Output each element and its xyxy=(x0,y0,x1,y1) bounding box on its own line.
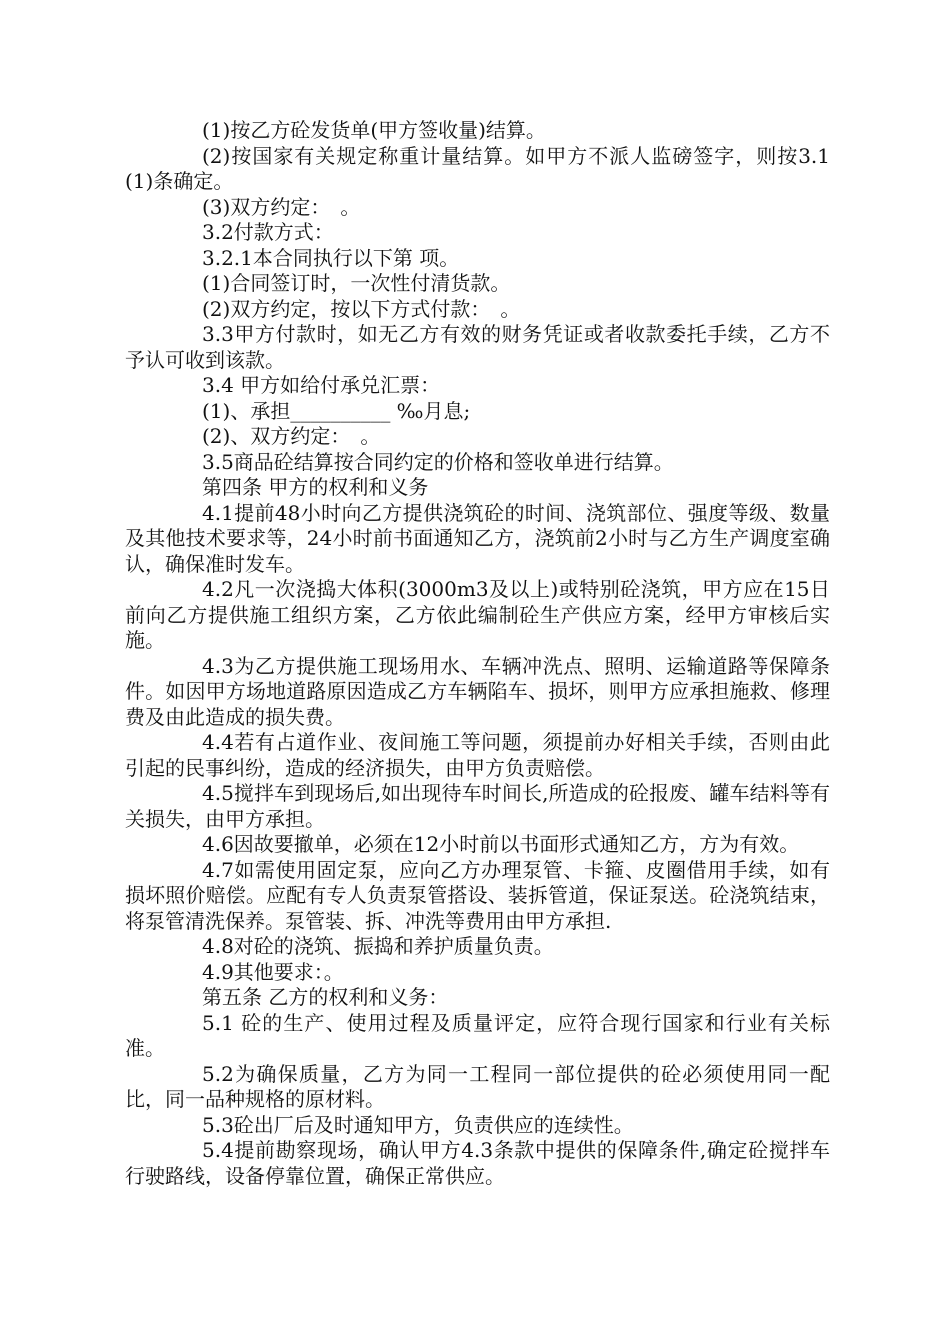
paragraph: (2)、双方约定： 。 xyxy=(202,424,381,448)
paragraph: (1)按乙方砼发货单(甲方签收量)结算。 xyxy=(202,118,546,142)
paragraph: 4.9其他要求：。 xyxy=(202,959,344,984)
paragraph: (3)双方约定： 。 xyxy=(202,194,361,219)
paragraph: (2)双方约定，按以下方式付款： 。 xyxy=(202,296,521,321)
section-heading: 第五条 乙方的权利和义务： xyxy=(202,985,449,1009)
paragraph: (2)按国家有关规定称重计量结算。如甲方不派人监磅签字，则按3.1(1)条确定。 xyxy=(125,143,830,193)
paragraph: 4.5搅拌车到现场后,如出现待车时间长,所造成的砼报废、罐车结料等有关损失，由甲方承担。 xyxy=(125,781,830,831)
paragraph: 4.7如需使用固定泵，应向乙方办理泵管、卡箍、皮圈借用手续，如有损坏照价赔偿。应配有专人负责泵管搭设、装拆管道，保证泵送。砼浇筑结束，将泵管清洗保养。泵管装、拆、冲洗等费用由甲方承担. xyxy=(125,857,830,933)
paragraph: 4.3为乙方提供施工现场用水、车辆冲洗点、照明、运输道路等保障条件。如因甲方场地道路原因造成乙方车辆陷车、损坏，则甲方应承担施救、修理费及由此造成的损失费。 xyxy=(125,653,830,729)
paragraph: 3.5商品砼结算按合同约定的价格和签收单进行结算。 xyxy=(202,449,674,474)
paragraph: 4.4若有占道作业、夜间施工等问题，须提前办好相关手续，否则由此引起的民事纠纷，造成的经济损失，由甲方负责赔偿。 xyxy=(125,730,830,780)
paragraph: 3.4 甲方如给付承兑汇票： xyxy=(202,373,441,397)
section-heading: 第四条 甲方的权利和义务 xyxy=(202,475,429,499)
paragraph: 5.3砼出厂后及时通知甲方，负责供应的连续性。 xyxy=(202,1112,634,1137)
paragraph: 5.4提前勘察现场，确认甲方4.3条款中提供的保障条件,确定砼搅拌车行驶路线，设备停靠位置，确保正常供应。 xyxy=(125,1138,830,1188)
paragraph: 4.6因故要撤单，必须在12小时前以书面形式通知乙方，方为有效。 xyxy=(202,832,800,856)
paragraph: 3.2付款方式： xyxy=(202,220,334,244)
paragraph: 3.2.1本合同执行以下第 项。 xyxy=(202,245,460,270)
paragraph: 4.8对砼的浇筑、振捣和养护质量负责。 xyxy=(202,934,554,958)
paragraph: 5.2为确保质量，乙方为同一工程同一部位提供的砼必须使用同一配比，同一品种规格的原材料。 xyxy=(125,1061,830,1111)
paragraph: (1)合同签订时，一次性付清货款。 xyxy=(202,271,511,295)
paragraph: 3.3甲方付款时，如无乙方有效的财务凭证或者收款委托手续，乙方不予认可收到该款。 xyxy=(125,322,830,372)
paragraph: 5.1 砼的生产、使用过程及质量评定，应符合现行国家和行业有关标准。 xyxy=(125,1010,830,1060)
document-body xyxy=(125,118,830,1189)
paragraph: (1)、承担__________ ‰月息; xyxy=(202,398,471,423)
paragraph: 4.1提前48小时向乙方提供浇筑砼的时间、浇筑部位、强度等级、数量及其他技术要求等，24小时前书面通知乙方，浇筑前2小时与乙方生产调度室确认，确保准时发车。 xyxy=(125,500,830,576)
paragraph: 4.2凡一次浇捣大体积(3000m3及以上)或特别砼浇筑，甲方应在15日前向乙方提供施工组织方案，乙方依此编制砼生产供应方案，经甲方审核后实施。 xyxy=(125,577,830,652)
